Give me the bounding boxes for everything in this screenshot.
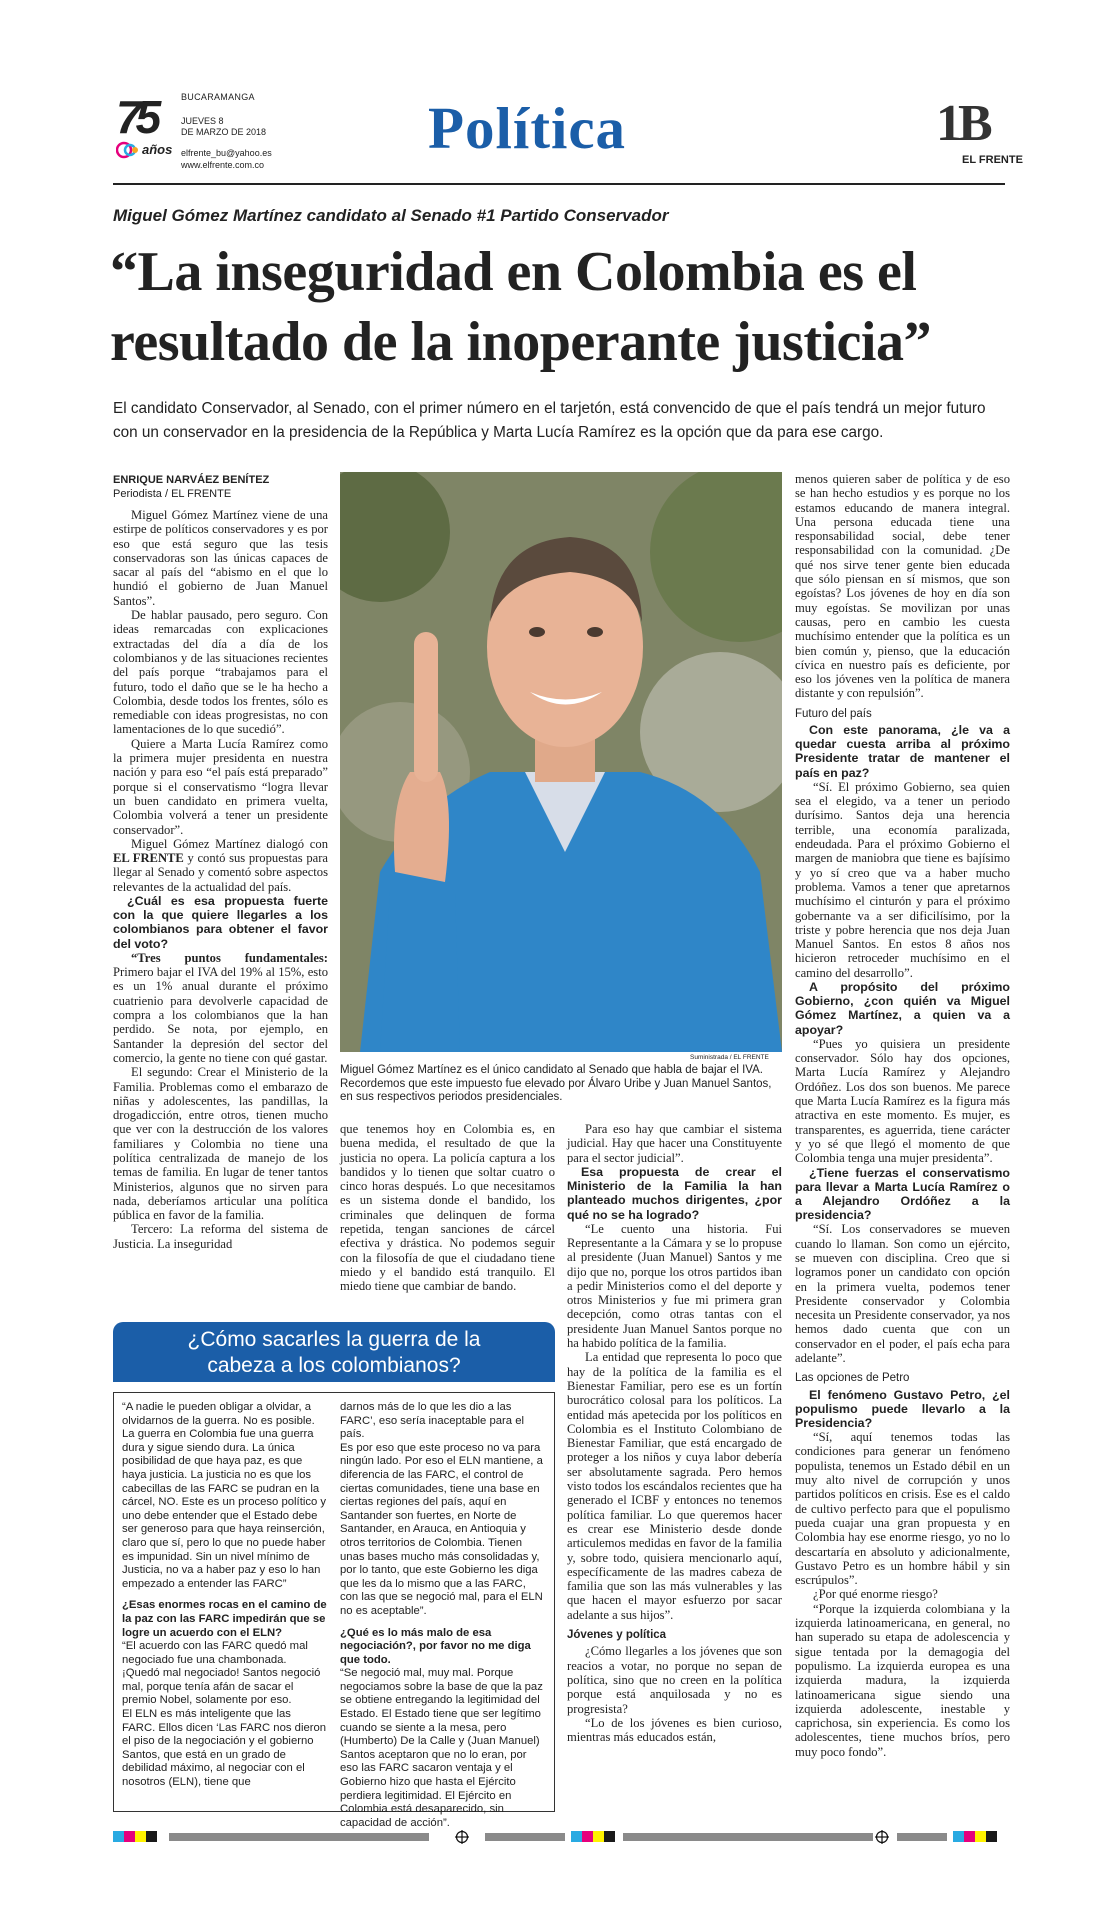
paragraph: “Pues yo quisiera un presidente conservador. Sólo hay dos opciones, Marta Lucía Ramírez y Alejandro Ordóñez. Los dos son buenos. Me parece que Marta Lucía Ramírez es la figura más atractiva en este momento. Es mujer, es transparentes, es aguerrida, tiene carácter y yo sé que llegó el momento de que Colombia tenga una mujer presidenta”. [795, 1036, 1010, 1166]
subhead: Futuro del país [795, 707, 872, 720]
logo-number: 75 [116, 91, 156, 143]
paragraph: El segundo: Crear el Ministerio de la Familia. Problemas como el embarazo de niñas y adolescentes, las pandillas, la drogadicción, entre otros, tienen mucho que ver con la destrucción de los valores familiares y Colombia no tiene una política centralizada de manejo de los temas de familia. En lugar de tener tantos Ministerios, algunos que no sirven para nada, deberíamos articular una política pública en favor de la familia. [113, 1065, 328, 1223]
registration-strip [113, 1830, 1005, 1844]
sidebar-box-title [113, 1322, 555, 1382]
paragraph: Miguel Gómez Martínez viene de una estirpe de políticos conservadores y es por eso que está seguro que las tesis conservadoras son las únicas capaces de sacar al país del “abismo en el que lo hundió el gobierno de Juan Manuel Santos”. [113, 508, 328, 608]
paragraph: menos quieren saber de política y de eso se han hecho estudios y es porque no los estamos educando de manera integral. Una persona educada tiene una responsabilidad social, debe tener responsabilidad con la comunidad. ¿De qué nos sirve tener gente bien educada que sólo piensan en sí mismos, que son egoístas? Los jóvenes de hoy en día son muy egoístas. Se movilizan por unas causas, pero en cambio les cuesta muchísimo entender que la política es un bien común y, pienso, que la educación cívica en nuestro país es deficiente, por eso los jóvenes ven la política de manera distante y con repulsión”. [795, 472, 1010, 701]
sidebar-box [113, 1392, 555, 1829]
date-line-2: DE MARZO DE 2018 [181, 127, 267, 137]
website: www.elfrente.com.co [181, 160, 265, 170]
paragraph: ¿Cómo llegarles a los jóvenes que son reacios a votar, no porque no sepan de política, sino que no creen en la política porque está anquilosada y no es progresista? [567, 1644, 782, 1716]
masthead-rule [113, 183, 1005, 185]
box-left-column [122, 1401, 327, 1790]
paragraph: ¿Por qué enorme riesgo? [813, 1587, 938, 1602]
anniversary-logo [112, 90, 172, 168]
headline-line-2: resultado de la inoperante justicia” [110, 311, 931, 373]
page-number: 1B [936, 95, 989, 152]
crosshair-icon [455, 1830, 469, 1849]
logo-word: años [142, 142, 173, 157]
paragraph: “Le cuento una historia. Fui Representante a la Cámara y se lo propuse al presidente (Juan Manuel) Santos y me dijo que no, porque los otros partidos iban a pedir Ministerios como el del deporte y otros Ministerios y fue mi primera gran decepción, como otras tantas con el presidente Juan Manuel Santos porque no ha habido política de la familia. [567, 1221, 782, 1351]
question: Esa propuesta de crear el Ministerio de la Familia la han planteado muchos dirigentes, ¿por qué no se ha logrado? [567, 1164, 782, 1222]
question: Con este panorama, ¿le va a quedar cuesta arriba al próximo Presidente tratar de mantener el país en paz? [795, 723, 1010, 780]
paragraph: “Se negoció mal, muy mal. Porque negociamos sobre la base de que la paz se obtiene entregando la legitimidad del Estado. El Estado tiene que ser legítimo cuando se siente a la mesa, pero (Humberto) De la Calle y (Juan Manuel) Santos aceptaron que no lo eran, por eso las FARC sacaron ventaja y el Gobierno hizo que hasta el Ejército perdiera legitimidad. El Ejército en Colombia está desaparecido, sin capacidad de acción”. [340, 1667, 543, 1829]
paragraph: El ELN es más inteligente que las FARC. Ellos dicen ‘Las FARC nos dieron el piso de la negociación y el gobierno Santos, que está en un grado de debilidad máximo, al negociar con el nosotros (ELN), tiene que [122, 1708, 327, 1789]
paragraph: Tercero: La reforma del sistema de Justicia. La inseguridad [113, 1222, 328, 1251]
byline-name: ENRIQUE NARVÁEZ BENÍTEZ [113, 474, 270, 486]
subhead: Las opciones de Petro [795, 1372, 910, 1385]
question: ¿Qué es lo más malo de esa negociación?, por favor no me diga que todo. [340, 1626, 531, 1666]
box-title-line-1: ¿Cómo sacarles la guerra de la [187, 1328, 481, 1351]
question: ¿Cuál es esa propuesta fuerte con la que quiere llegarles a los colombianos para obtener el favor del voto? [113, 894, 328, 951]
box-right-column [340, 1401, 545, 1830]
paragraph: darnos más de lo que les dio a las FARC’, eso sería inaceptable para el país. [340, 1401, 524, 1441]
column-4 [795, 472, 1010, 1759]
box-title-line-2: cabeza a los colombianos? [207, 1354, 461, 1377]
candidate-photo [340, 472, 782, 1052]
paragraph: Miguel Gómez Martínez dialogó con EL FRENTE y contó sus propuestas para llegar al Senado y comentó sobre aspectos relevantes de la actualidad del país. [113, 836, 328, 894]
paragraph: “Sí, aquí tenemos todas las condiciones para generar un fenómeno populista, tenemos un Estado débil en un muy alto nivel de corrupción y unos partidos políticos en crisis. Ese es el caldo de cultivo perfecto para que el populismo pueda cuajar una gran propuesta y en Colombia hay ese enorme riesgo, yo no lo descartaría en absoluto y adicionalmente, Gustavo Petro es un hombre hábil y sin escrúpulos”. [795, 1430, 1010, 1588]
crosshair-icon [875, 1830, 889, 1849]
date-line-1: JUEVES 8 [181, 116, 224, 126]
masthead [0, 0, 1111, 185]
logo-circles-icon [116, 140, 142, 160]
paragraph: “Tres puntos fundamentales: Primero bajar el IVA del 19% al 15%, esto es un 1% anual durante el próximo cuatrienio para devolverle capacidad de compra a los colombianos que la han perdido. Se nota, por ejemplo, en Santander la depresión del sector del comercio, la gente no tiene con qué gastar. [113, 950, 328, 1065]
photo-caption: Miguel Gómez Martínez es el único candidato al Senado que habla de bajar el IVA. Recordemos que este impuesto fue elevado por Álvaro Uribe y Juan Manuel Santos, en sus respectivos periodos presidenciales. [340, 1064, 772, 1104]
city: BUCARAMANGA [181, 92, 255, 102]
color-bar-right [953, 1831, 997, 1842]
paper-name: EL FRENTE [962, 154, 1023, 166]
gray-bar [897, 1833, 947, 1841]
kicker: Miguel Gómez Martínez candidato al Senado #1 Partido Conservador [113, 206, 669, 225]
paragraph: Es por eso que este proceso no va para ningún lado. Por eso el ELN mantiene, a diferencia de las FARC, el control de ciertas comunidades, tiene una base en ciertas regiones del país, aquí en Santander son fuertes, en Norte de Santander, en Arauca, en Antioquia y otros territorios de Colombia. Tienen unas bases mucho más consolidadas y, por lo tanto, que este Gobierno les diga que les da lo mismo que a las FARC, con las que se negoció mal, para el ELN no es aceptable”. [340, 1441, 543, 1617]
question: El fenómeno Gustavo Petro, ¿el populismo puede llevarlo a la Presidencia? [795, 1387, 1010, 1430]
section-title: Política [428, 95, 627, 161]
paragraph: “El acuerdo con las FARC quedó mal negociado fue una chambonada. ¡Quedó mal negociado! Santos negoció mal, porque tenía afán de sacar el premio Nobel, solamente por eso. [122, 1640, 321, 1707]
color-bar-left [113, 1831, 157, 1842]
paragraph: La entidad que representa lo poco que hay de la política de la familia es el Bienestar Familiar, pero ese es un fortín burocrático colosal para los políticos. La entidad más apetecida por los políticos en Colombia es el Instituto Colombiano de Bienestar Familiar, que está encargado de proteger a los niños y cuya labor debería ser absolutamente sagrada. Pero hemos visto todos los escándalos recientes que ha generado el ICBF y entonces no tenemos política familiar. Lo que queremos hacer es crear ese Ministerio desde donde articulemos medidas en favor de la familia y, sobre todo, quisiera mencionarlo aquí, específicamente de las madres cabeza de familia que son las más vulnerables y las que hacen el mayor esfuerzo por sacar adelante a sus hijos”. [567, 1350, 782, 1622]
headline-line-1: “La inseguridad en Colombia es el [110, 241, 917, 303]
byline-role: Periodista / EL FRENTE [113, 488, 232, 500]
gray-bar [169, 1833, 429, 1841]
paragraph: “Porque la izquierda colombiana y la izquierda latinoamericana, en general, no han superado su etapa de adolescencia y sigue tentada por la demagogia del populismo. La izquierda europea es una izquierda madura, la izquierda latinoamericana sigue siendo una izquierda adolescente, inestable y caprichosa, sin experiencia. Es como los adolescentes, tiene muchos bríos, pero muy poco fondo”. [795, 1601, 1010, 1759]
column-2 [340, 1122, 555, 1294]
email: elfrente_bu@yahoo.es [181, 148, 272, 158]
paragraph: Para eso hay que cambiar el sistema judicial. Hay que hacer una Constituyente para el sector judicial”. [567, 1122, 782, 1165]
paragraph: “Sí. El próximo Gobierno, sea quien sea el elegido, va a tener un periodo durísimo. Santos deja una herencia terrible, una economía paralizada, endeudada. Para el próximo Gobierno el margen de maniobra que tiene es bajísimo y yo sí creo que va a haber mucho problema. Vamos a tener que apretarnos muchísimo el cinturón y para el próximo gobernante va a ser dificilísimo, por la triste y pobre herencia que nos deja Juan Manuel Santos. En estos 8 años nos hicieron retroceder muchísimo en el camino del desarrollo”. [795, 779, 1010, 980]
lead-paragraph: El candidato Conservador, al Senado, con el primer número en el tarjetón, está convencido de que el país tendrá un mejor futuro con un conservador en la presidencia de la República y Marta Lucía Ramírez es la opción que da para ese cargo. [113, 400, 986, 441]
subhead: Jóvenes y política [567, 1629, 667, 1642]
column-3 [567, 1122, 782, 1744]
gray-bar [485, 1833, 565, 1841]
paragraph: Quiere a Marta Lucía Ramírez como la primera mujer presidenta en nuestra nación y para eso “el país está preparado” porque si el conservatismo “logra llevar un buen candidato en primera vuelta, Colombia volverá a tener un presidente conservador”. [113, 736, 328, 837]
question: ¿Tiene fuerzas el conservatismo para llevar a Marta Lucía Ramírez o a Alejandro Ordóñez a la presidencia? [795, 1165, 1010, 1223]
paragraph: que tenemos hoy en Colombia es, en buena medida, el resultado de que la justicia no opera. La policía captura a los bandidos y lo tienen que soltar cuatro o cinco horas después. Lo que necesitamos es un sistema donde el bandido, los criminales que delinquen de forma repetida, tengan sanciones de cárcel efectiva y drástica. No podemos seguir con la filosofía de que el ciudadano tiene miedo y el bandido está tranquilo. El miedo tiene que cambiar de bando. [340, 1122, 555, 1294]
color-bar-center [571, 1831, 615, 1842]
paragraph: “Sí. Los conservadores se mueven cuando lo llaman. Son como un ejército, se mueven con disciplina. Creo que si logramos poner un candidato con opción en la primera vuelta, podemos tener Presidente conservador y Colombia necesita un Presidente conservador, ya nos hemos dado cuenta que con un conservador en el poder, el país echa para adelante”. [795, 1222, 1010, 1365]
paragraph: “A nadie le pueden obligar a olvidar, a olvidarnos de la guerra. No es posible. La guerra en Colombia fue una guerra dura y sigue siendo dura. La única posibilidad de que haya paz, es que haya justicia. La justicia no es que los cabecillas de las FARC se pudran en la cárcel, NO. Este es un proceso político y uno debe entender que el Estado debe ser generoso para que haya reinserción, claro que sí, pero lo que no puede haber es impunidad. Sin un nivel mínimo de Justicia, no va a haber paz y eso lo han empezado a entender las FARC” [122, 1401, 327, 1590]
gray-bar [623, 1833, 873, 1841]
column-1 [113, 508, 328, 1251]
question: A propósito del próximo Gobierno, ¿con quién va Miguel Gómez Martínez, a quien va a apoyar? [795, 980, 1010, 1037]
paragraph: De hablar pausado, pero seguro. Con ideas remarcadas con explicaciones extractadas del día a día de los colombianos y de las situaciones recientes del país porque “trabajamos para el futuro, todo el daño que se le ha hecho a Colombia, desde todos los frentes, sólo es remediable con ideas progresistas, no con lamentaciones de lo que sucedió”. [113, 608, 328, 737]
question: ¿Esas enormes rocas en el camino de la paz con las FARC impedirán que se logre un acuerdo con el ELN? [122, 1599, 327, 1639]
paper-mention: EL FRENTE [113, 851, 184, 866]
paragraph: “Lo de los jóvenes es bien curioso, mientras más educados están, [567, 1715, 782, 1745]
photo-credit: Suministrada / EL FRENTE [690, 1054, 769, 1061]
